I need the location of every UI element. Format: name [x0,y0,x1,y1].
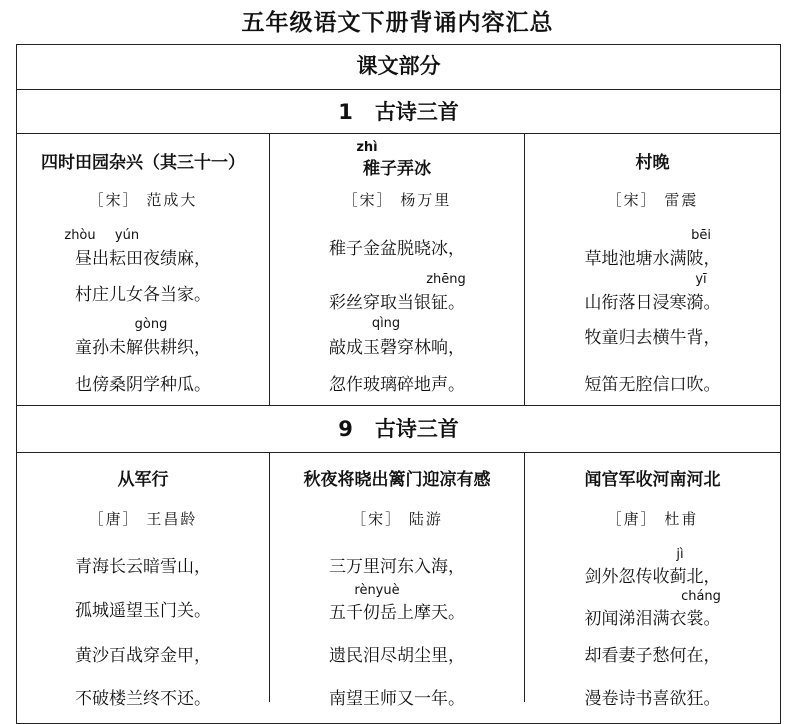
poem-line: 却看妻子愁何在， [584,646,721,666]
poem-author: ［宋］ 范成大 [88,191,198,209]
poem-line: 漫卷诗书喜欲狂。 [584,689,721,709]
poem-line: 昼出耘田夜绩麻， [75,249,211,269]
poem-title: 稚子弄冰 [363,159,431,179]
poem-author: ［宋］ 杨万里 [342,191,452,209]
lesson-number: 9 [338,417,353,441]
pinyin-annotation: yún [114,228,140,243]
poem-line: 童孙未解供耕织， [75,338,211,358]
lesson-header-1 [16,89,781,134]
poem-line: 黄沙百战穿金甲， [75,646,211,666]
poem-author: ［宋］ 雷震 [606,191,699,209]
poem-line: 敲成玉磬穿林响， [329,338,465,358]
poem-line: 山衔落日浸寒漪。 [584,293,721,313]
poem-cell [525,452,780,709]
poem-line: 短笛无腔信口吹。 [584,375,721,395]
poem-line: 遗民泪尽胡尘里， [329,646,465,666]
pinyin-annotation: zhòu [64,228,96,243]
poem-cell [270,452,524,709]
poem-line: 牧童归去横牛背， [584,328,721,348]
document-title: 五年级语文下册背诵内容汇总 [241,10,554,36]
poem-line: 青海长云暗雪山， [75,557,211,577]
poem-cell [17,134,269,406]
section-header: 课文部分 [16,44,781,90]
poem-line: 南望王师又一年。 [329,689,465,709]
pinyin-annotation: rènyuè [354,583,400,598]
poem-line: 稚子金盆脱晓冰， [329,239,465,259]
pinyin-annotation: bēi [691,228,711,243]
poem-line: 不破楼兰终不还。 [75,689,211,709]
pinyin-annotation: jì [676,547,684,562]
lesson-header-9 [16,405,781,453]
poem-author: ［宋］ 陆游 [351,510,443,528]
poem-title: 四时田园杂兴（其三十一） [41,153,245,173]
poem-line: 忽作玻璃碎地声。 [329,375,465,395]
poem-line: 孤城遥望玉门关。 [75,601,211,621]
poem-title: 从军行 [117,470,169,490]
poem-line: 五千仞岳上摩天。 [329,603,465,623]
poem-line: 草地池塘水满陂， [584,249,721,269]
poem-line: 村庄儿女各当家。 [75,285,211,305]
pinyin-annotation: qìng [371,316,401,331]
poem-author: ［唐］ 杜甫 [606,510,699,528]
poem-line: 初闻涕泪满衣裳。 [584,609,721,629]
poem-cell [17,452,269,709]
poem-author: ［唐］ 王昌龄 [88,510,198,528]
poem-line: 三万里河东入海， [329,557,465,577]
poem-line: 剑外忽传收蓟北， [584,567,721,587]
pinyin-annotation: cháng [681,589,721,604]
pinyin-annotation: zhì [356,140,378,155]
poem-title: 秋夜将晓出篱门迎凉有感 [303,470,491,490]
poem-title: 闻官军收河南河北 [584,470,721,490]
poem-cell [270,134,524,406]
poem-cell [525,134,780,406]
pinyin-annotation: zhēng [426,272,466,287]
lesson-title: 古诗三首 [374,100,459,124]
poem-title: 村晚 [635,153,670,173]
lesson-title: 古诗三首 [374,417,459,441]
pinyin-annotation: gòng [134,317,168,332]
pinyin-annotation: yī [695,272,707,287]
poem-line: 彩丝穿取当银钲。 [329,293,465,313]
lesson-number: 1 [338,100,353,124]
poem-line: 也傍桑阴学种瓜。 [75,375,211,395]
